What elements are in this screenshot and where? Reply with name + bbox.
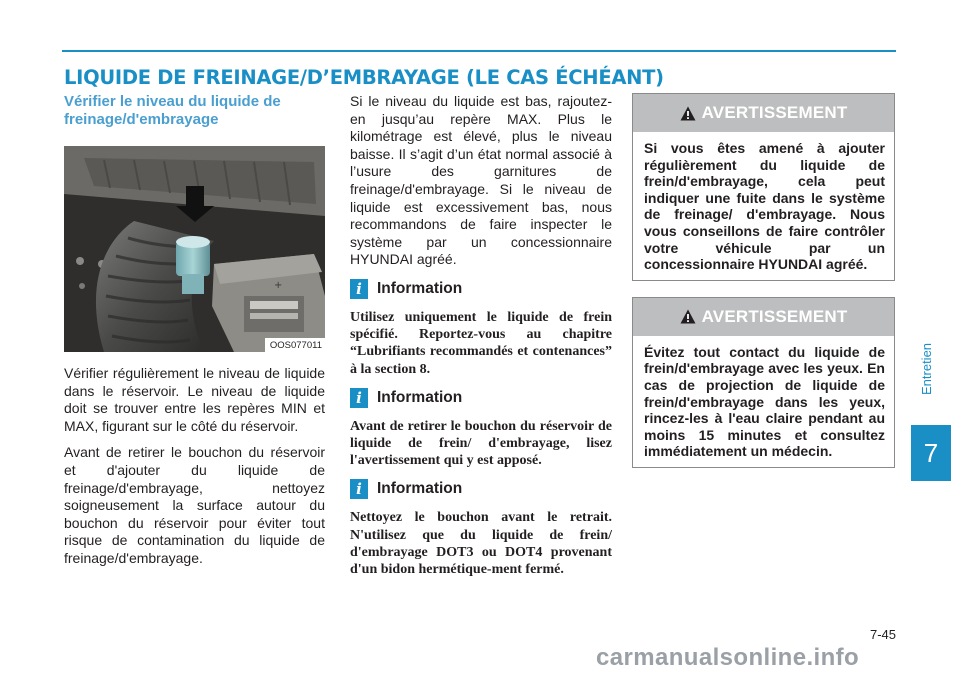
- left-column: [64, 93, 325, 568]
- warning-text: Si vous êtes amené à ajouter régulièrement du liquide de frein/d'embrayage, cela peut indiquer une fuite dans le système de freinage/ d'embrayage. Nous vous conseillons de faire contrôler votre véhicule par un concessionnaire HYUNDAI agréé.: [644, 140, 885, 273]
- information-note: [350, 388, 612, 470]
- body-paragraph: Vérifier régulièrement le niveau de liquide dans le réservoir. Le niveau de liquide doit se trouver entre les repères MIN et MAX, figurant sur le côté du réservoir.: [64, 365, 325, 434]
- header-rule: [62, 50, 896, 52]
- information-label: Information: [377, 279, 463, 297]
- svg-text:+: +: [274, 280, 283, 291]
- section-subheading: Vérifier le niveau du liquide de freinage/d'embrayage: [64, 93, 281, 128]
- information-header: [350, 388, 612, 408]
- watermark: carmanualsonline.info: [596, 644, 860, 671]
- warning-title: AVERTISSEMENT: [701, 306, 848, 326]
- information-text: Utilisez uniquement le liquide de frein spécifié. Reportez-vous au chapitre “Lubrifiants recommandés et contenances” à la section 8.: [350, 309, 612, 377]
- info-icon: i: [350, 479, 368, 499]
- warning-triangle-icon: [680, 106, 696, 121]
- brake-fluid-reservoir-illustration: [64, 146, 325, 352]
- right-column: [632, 93, 895, 468]
- middle-column: [350, 93, 612, 578]
- section-side-label: Entretien: [919, 342, 934, 395]
- page-title: LIQUIDE DE FREINAGE/D’EMBRAYAGE (LE CAS ÉCHÉANT): [64, 66, 664, 89]
- information-header: [350, 479, 612, 499]
- page-number: 7-45: [869, 627, 896, 642]
- warning-header: [633, 94, 894, 132]
- warning-box: [632, 297, 895, 468]
- information-header: [350, 279, 612, 299]
- engine-bay-photo: [64, 146, 325, 352]
- information-label: Information: [377, 480, 463, 498]
- info-icon: i: [350, 388, 368, 408]
- body-paragraph: Avant de retirer le bouchon du réservoir et d'ajouter du liquide de freinage/d'embrayage, nettoyez soigneusement la surface autour du bouchon du réservoir pour éviter tout risque de contamination du liquide de freinage/d'embrayage.: [64, 444, 325, 566]
- warning-title: AVERTISSEMENT: [701, 103, 848, 122]
- warning-text: Évitez tout contact du liquide de frein/d'embrayage avec les yeux. En cas de projection de liquide de frein/d'embrayage dans les yeux, rincez-les à l'eau claire pendant au moins 15 minutes et consultez immédiatement un médecin.: [644, 343, 885, 460]
- information-note: [350, 479, 612, 578]
- body-paragraph: Si le niveau du liquide est bas, rajoutez-en jusqu’au repère MAX. Plus le kilométrage est élevé, plus le niveau baisse. Il s’agit d’un état normal associé à l’usure des garnitures de freinage/d'embrayage. Si le niveau de liquide est excessivement bas, nous recommandons de faire inspecter le système par un concessionnaire HYUNDAI agréé.: [350, 93, 612, 268]
- warning-header: [633, 298, 894, 336]
- information-label: Information: [377, 388, 463, 406]
- chapter-tab: 7: [911, 425, 951, 481]
- warning-triangle-icon: [680, 309, 696, 324]
- information-note: [350, 279, 612, 378]
- warning-box: [632, 93, 895, 281]
- information-text: Nettoyez le bouchon avant le retrait. N'utilisez que du liquide de frein/ d'embrayage DOT3 ou DOT4 provenant d'un bidon hermétique-ment fermé.: [350, 510, 612, 577]
- information-text: Avant de retirer le bouchon du réservoir de liquide de frein/ d'embrayage, lisez l'avertissement qui y est apposé.: [350, 418, 612, 469]
- photo-reference-code: OOS077011: [265, 338, 325, 352]
- info-icon: i: [350, 279, 368, 299]
